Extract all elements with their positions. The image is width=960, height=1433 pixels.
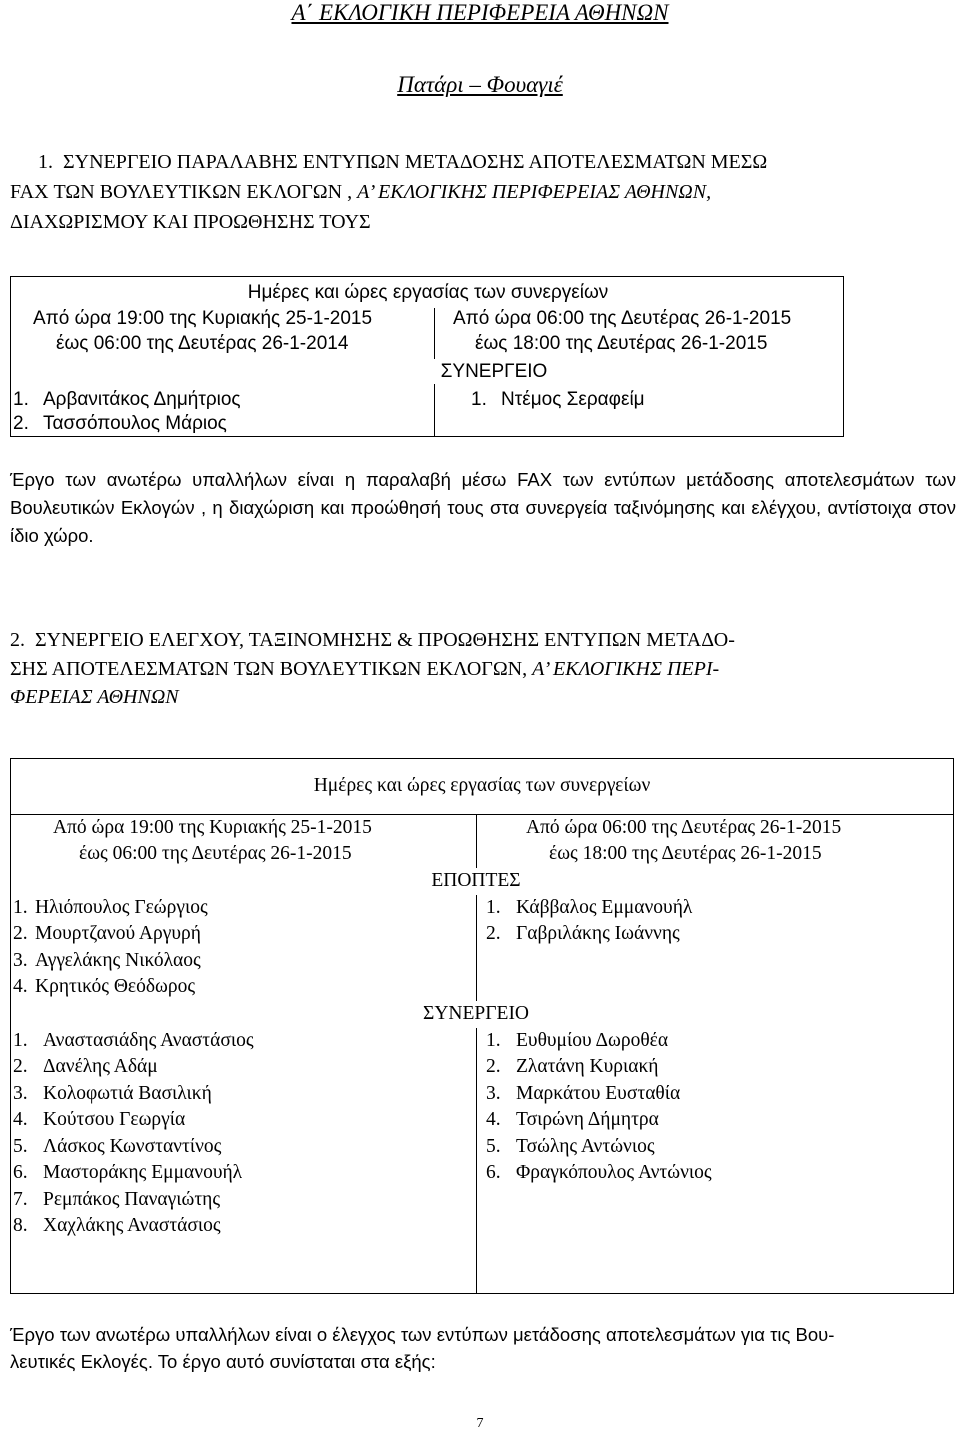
section1-heading-line2 [10,180,711,204]
list-item-number: 1. [13,389,29,410]
list-item [13,921,201,948]
section2-heading-line3: ΦΕΡΕΙΑΣ ΑΘΗΝΩΝ [10,686,179,708]
section2-heading-line2 [10,657,719,681]
list-item-name: Μαστοράκης Εμμανουήλ [43,1162,243,1183]
list-item [486,1054,658,1081]
list-item-name: Τσώλης Αντώνιος [516,1136,655,1157]
list-item-number: 2. [13,413,29,434]
table1-right-shift-line2: έως 18:00 της Δευτέρας 26-1-2015 [475,333,768,354]
list-item-name: Ευθυμίου Δωροθέα [516,1030,669,1051]
list-item [13,1081,212,1108]
list-item [13,1054,158,1081]
list-item-number: 3. [13,1083,28,1104]
section1-description: Έργο των ανωτέρω υπαλλήλων είναι η παραλαβή μέσω FAX των εντύπων μετάδοσης αποτελεσμάτων των Βουλευτικών Εκλογών , η διαχώριση και προώθησή τους στα συνεργεία ταξινόμησης και ελέγχου, αντίστοιχα στον ίδιο χώρο. [10,469,956,546]
list-item-name: Κρητικός Θεόδωρος [35,976,196,997]
list-item-name: Γαβριλάκης Ιωάννης [516,923,680,944]
list-item-name: Φραγκόπουλος Αντώνιος [516,1162,712,1183]
list-item [486,1134,655,1161]
list-item-name: Ζλατάνη Κυριακή [516,1056,659,1077]
list-item [13,1187,220,1214]
list-item-number: 5. [486,1136,501,1157]
list-item-name: Κούτσου Γεωργία [43,1109,186,1130]
list-item-number: 6. [486,1162,501,1183]
list-item [13,1028,254,1055]
list-item-number: 1. [486,897,501,918]
list-item [486,921,680,948]
list-item-number: 8. [13,1215,28,1236]
table2-right-shift-line1: Από ώρα 06:00 της Δευτέρας 26-1-2015 [526,817,842,838]
list-item-number: 7. [13,1189,28,1210]
list-item-number: 1. [471,389,487,410]
list-item-number: 2. [486,923,501,944]
list-item-name: Τασσόπουλος Μάριος [43,413,227,434]
list-item-name: Κάββαλος Εμμανουήλ [516,897,693,918]
section2-schedule-table [10,758,954,1294]
table2-right-shift-line2: έως 18:00 της Δευτέρας 26-1-2015 [549,843,822,864]
section2-heading-line1 [10,628,735,652]
section1-line2-text: FAX ΤΩΝ ΒΟΥΛΕΥΤΙΚΩΝ ΕΚΛΟΓΩΝ , [10,181,353,203]
list-item-number: 1. [13,897,28,918]
page-number: 7 [476,1416,484,1431]
list-item-number: 2. [13,923,28,944]
section2-line2-text: ΣΗΣ ΑΠΟΤΕΛΕΣΜΑΤΩΝ ΤΩΝ ΒΟΥΛΕΥΤΙΚΩΝ ΕΚΛΟΓΩΝ, [10,658,528,680]
table1-heading: Ημέρες και ώρες εργασίας των συνεργείων [247,282,609,303]
section1-heading-line1 [38,150,767,174]
list-item-name: Τσιρώνη Δήμητρα [516,1109,659,1130]
section1-heading-line3: ΔΙΑΧΩΡΙΣΜΟΥ ΚΑΙ ΠΡΟΩΘΗΣΗΣ ΤΟΥΣ [10,211,371,233]
list-item-name: Αρβανιτάκος Δημήτριος [43,389,241,410]
list-item-number: 1. [486,1030,501,1051]
list-item [13,895,208,922]
list-item-number: 5. [13,1136,28,1157]
list-item [13,974,195,1001]
list-item-name: Δανέλης Αδάμ [43,1056,158,1077]
list-item [486,1160,712,1187]
document-title: Α΄ ΕΚΛΟΓΙΚΗ ΠΕΡΙΦΕΡΕΙΑ ΑΘΗΝΩΝ [291,0,669,25]
list-item-number: 3. [486,1083,501,1104]
list-item-name: Λάσκος Κωνσταντίνος [43,1136,222,1157]
list-item-number: 4. [486,1109,501,1130]
list-item-name: Μουρτζανού Αργυρή [35,923,201,944]
list-item-number: 4. [13,1109,28,1130]
list-item-number: 4. [13,976,28,997]
table1-left-shift-line1: Από ώρα 19:00 της Κυριακής 25-1-2015 [33,308,373,329]
list-item-name: Κολοφωτιά Βασιλική [43,1083,212,1104]
section2-description-line1: Έργο των ανωτέρω υπαλλήλων είναι ο έλεγχος των εντύπων μετάδοσης αποτελεσμάτων για τις Βου- [10,1324,835,1345]
list-item-number: 1. [13,1030,28,1051]
list-item-name: Ηλιόπουλος Γεώργιος [35,897,208,918]
list-item-name: Χαχλάκης Αναστάσιος [43,1215,221,1236]
document-subtitle: Πατάρι – Φουαγιέ [397,72,563,97]
list-item [486,895,692,922]
list-item [13,1160,242,1187]
list-item-name: Αγγελάκης Νικόλαος [35,950,201,971]
table2-heading: Ημέρες και ώρες εργασίας των συνεργείων [313,775,651,796]
section2-description-line2: λευτικές Εκλογές. Το έργο αυτό συνίσταται στα εξής: [10,1351,436,1372]
list-item [13,411,227,436]
list-item-name: Αναστασιάδης Αναστάσιος [43,1030,254,1051]
list-item-name: Ντέμος Σεραφείμ [501,389,645,410]
list-item-name: Ρεμπάκος Παναγιώτης [43,1189,221,1210]
list-item [486,1028,668,1055]
list-item [13,948,201,975]
list-item [486,1081,680,1108]
list-item-number: 6. [13,1162,28,1183]
list-item [13,1213,221,1240]
table1-left-shift-line2: έως 06:00 της Δευτέρας 26-1-2014 [56,333,349,354]
list-item [13,1134,221,1161]
section1-line2-italic: Α’ ΕΚΛΟΓΙΚΗΣ ΠΕΡΙΦΕΡΕΙΑΣ ΑΘΗΝΩΝ, [357,181,712,203]
list-item [13,387,241,412]
section1-number: 1. [38,151,53,173]
section2-line1-text: ΣΥΝΕΡΓΕΙΟ ΕΛΕΓΧΟΥ, ΤΑΞΙΝΟΜΗΣΗΣ & ΠΡΟΩΘΗΣΗΣ ΕΝΤΥΠΩΝ ΜΕΤΑΔΟ- [35,629,735,651]
table1-crew-label: ΣΥΝΕΡΓΕΙΟ [434,359,554,384]
list-item [486,1107,659,1134]
list-item [13,1107,185,1134]
section1-schedule-table [10,276,844,437]
table2-supervisors-label: ΕΠΟΠΤΕΣ [403,868,549,895]
list-item-number: 2. [486,1056,501,1077]
table1-right-shift-line1: Από ώρα 06:00 της Δευτέρας 26-1-2015 [453,308,792,329]
section2-number: 2. [10,629,25,651]
list-item [471,387,645,412]
list-item-name: Μαρκάτου Ευσταθία [516,1083,681,1104]
list-item-number: 2. [13,1056,28,1077]
table2-left-shift-line1: Από ώρα 19:00 της Κυριακής 25-1-2015 [53,817,372,838]
table2-crew-label: ΣΥΝΕΡΓΕΙΟ [403,1001,549,1028]
list-item-number: 3. [13,950,28,971]
table2-left-shift-line2: έως 06:00 της Δευτέρας 26-1-2015 [79,843,352,864]
section1-line1-text: ΣΥΝΕΡΓΕΙΟ ΠΑΡΑΛΑΒΗΣ ΕΝΤΥΠΩΝ ΜΕΤΑΔΟΣΗΣ ΑΠΟΤΕΛΕΣΜΑΤΩΝ ΜΕΣΩ [63,151,768,173]
section2-line2-italic: Α’ ΕΚΛΟΓΙΚΗΣ ΠΕΡΙ- [532,658,720,680]
